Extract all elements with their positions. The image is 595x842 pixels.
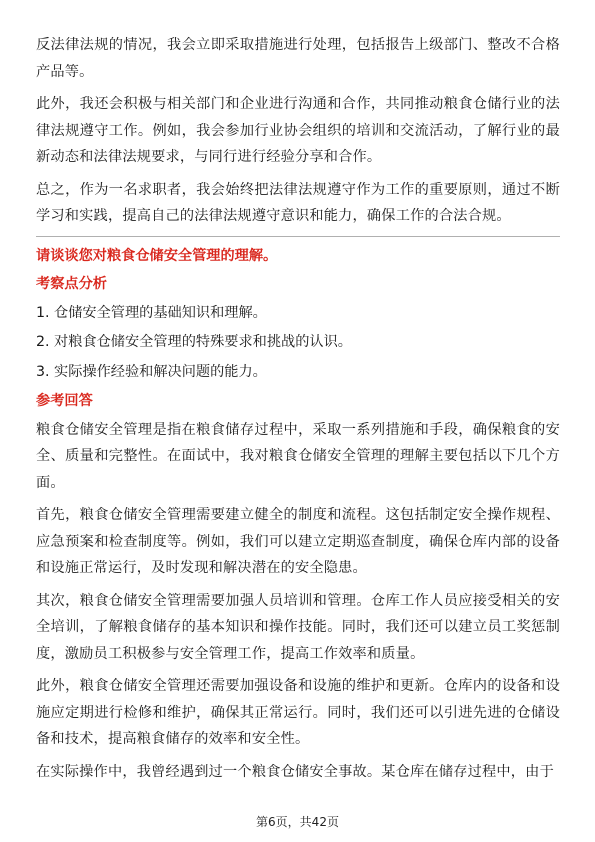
analysis-item: 1. 仓储安全管理的基础知识和理解。	[36, 304, 267, 321]
answer-paragraph: 其次，粮食仓储安全管理需要加强人员培训和管理。仓库工作人员应接受相关的安全培训，了解粮食储存的基本知识和操作技能。同时，我们还可以建立员工奖惩制度，激励员工积极参与安全管理工作，提高工作效率和质量。	[36, 592, 560, 662]
analysis-title: 考察点分析	[36, 276, 107, 292]
section-divider	[36, 236, 560, 237]
question-heading: 请谈谈您对粮食仓储安全管理的理解。	[36, 247, 278, 264]
page-number: 第6页，共42页	[256, 815, 339, 829]
analysis-item: 3. 实际操作经验和解决问题的能力。	[36, 363, 267, 380]
intro-paragraph: 反法律法规的情况，我会立即采取措施进行处理，包括报告上级部门、整改不合格产品等。	[36, 37, 560, 80]
intro-paragraph: 此外，我还会积极与相关部门和企业进行沟通和合作，共同推动粮食仓储行业的法律法规遵守工作。例如，我会参加行业协会组织的培训和交流活动，了解行业的最新动态和法律法规要求，与同行进行经验分享和合作。	[36, 96, 560, 165]
analysis-item: 2. 对粮食仓储安全管理的特殊要求和挑战的认识。	[36, 334, 352, 350]
answer-paragraph: 在实际操作中，我曾经遇到过一个粮食仓储安全事故。某仓库在储存过程中，由于	[36, 763, 554, 780]
answer-paragraph: 粮食仓储安全管理是指在粮食储存过程中，采取一系列措施和手段，确保粮食的安全、质量和完整性。在面试中，我对粮食仓储安全管理的理解主要包括以下几个方面。	[36, 421, 560, 491]
answer-title: 参考回答	[36, 393, 93, 409]
page-content	[36, 32, 560, 785]
answer-paragraph: 此外，粮食仓储安全管理还需要加强设备和设施的维护和更新。仓库内的设备和设施应定期进行检修和维护，确保其正常运行。同时，我们还可以引进先进的仓储设备和技术，提高粮食储存的效率和安全性。	[36, 678, 560, 747]
intro-paragraph: 总之，作为一名求职者，我会始终把法律法规遵守作为工作的重要原则，通过不断学习和实践，提高自己的法律法规遵守意识和能力，确保工作的合法合规。	[36, 181, 560, 224]
answer-paragraph: 首先，粮食仓储安全管理需要建立健全的制度和流程。这包括制定安全操作规程、应急预案和检查制度等。例如，我们可以建立定期巡查制度，确保仓库内部的设备和设施正常运行，及时发现和解决潜在的安全隐患。	[36, 507, 560, 576]
